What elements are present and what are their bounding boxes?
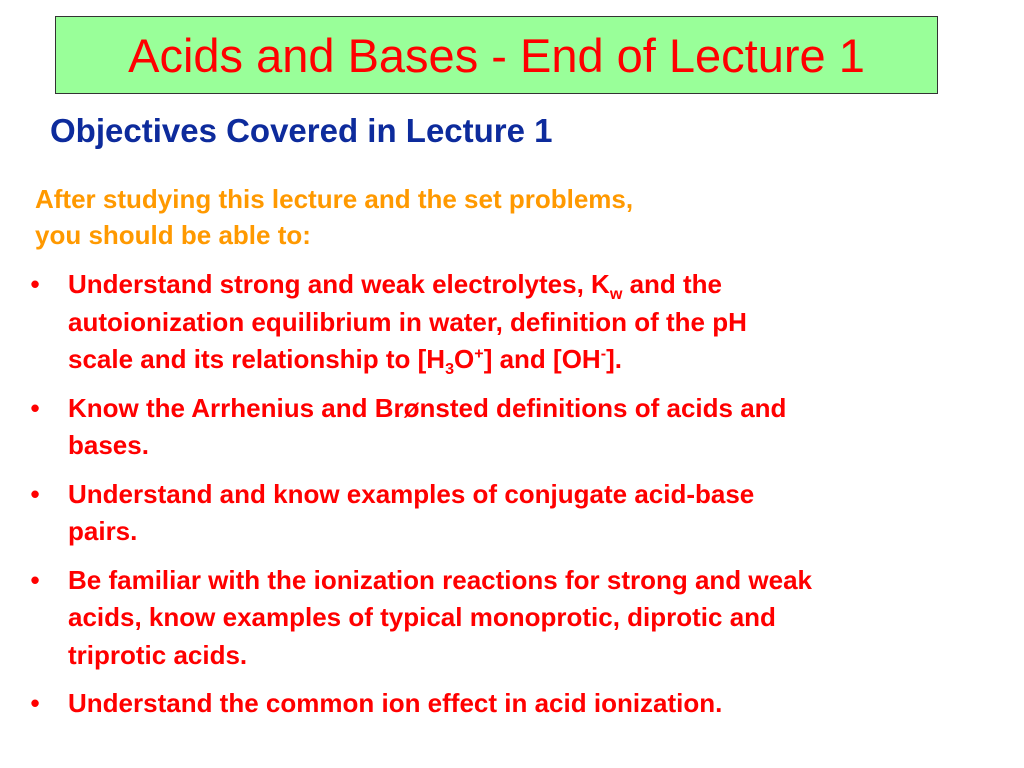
intro-text [35,181,633,253]
bullet-icon: • [30,269,40,299]
objective-item-conjugate-pairs [25,476,985,551]
title-box [55,16,938,94]
bullet-icon: • [30,392,40,423]
subscript: w [609,285,623,304]
text-segment: scale and its relationship to [H [68,344,446,374]
superscript: - [600,344,607,363]
objective-line: pairs. [68,516,138,546]
text-segment: ] and [OH [483,344,601,374]
objective-item-electrolytes [25,266,985,379]
objective-line: Be familiar with the ionization reactions for strong and weak [68,564,813,595]
subscript: 3 [445,360,455,379]
objective-line: bases. [68,430,149,460]
objective-line: Understand the common ion effect in acid ionization. [68,688,723,718]
objectives-list [25,266,985,734]
slide-subtitle: Objectives Covered in Lecture 1 [50,112,553,149]
objective-item-definitions [25,390,985,465]
superscript: + [474,344,484,363]
objective-item-common-ion [25,685,985,723]
text-segment: O [454,344,475,374]
objective-line: autoionization equilibrium in water, definition of the pH [68,306,747,337]
objective-line: Know the Arrhenius and Brønsted definitions of acids and [68,392,787,423]
intro-line-1: After studying this lecture and the set problems, [35,184,634,214]
text-segment: and the [622,269,723,299]
slide-title: Acids and Bases - End of Lecture 1 [128,28,865,82]
objective-line: triprotic acids. [68,639,248,670]
objective-line [68,266,985,304]
objective-line: Understand and know examples of conjugate acid-base [68,478,755,509]
intro-line-2: you should be able to: [35,220,311,250]
objective-line: acids, know examples of typical monoprotic, diprotic and [68,602,776,632]
bullet-icon: • [30,564,40,595]
bullet-icon: • [30,478,40,509]
bullet-icon: • [30,688,40,718]
text-segment: Understand strong and weak electrolytes, K [68,269,610,299]
objective-line [68,341,985,379]
objective-item-ionization [25,562,985,675]
text-segment: ]. [606,344,622,374]
